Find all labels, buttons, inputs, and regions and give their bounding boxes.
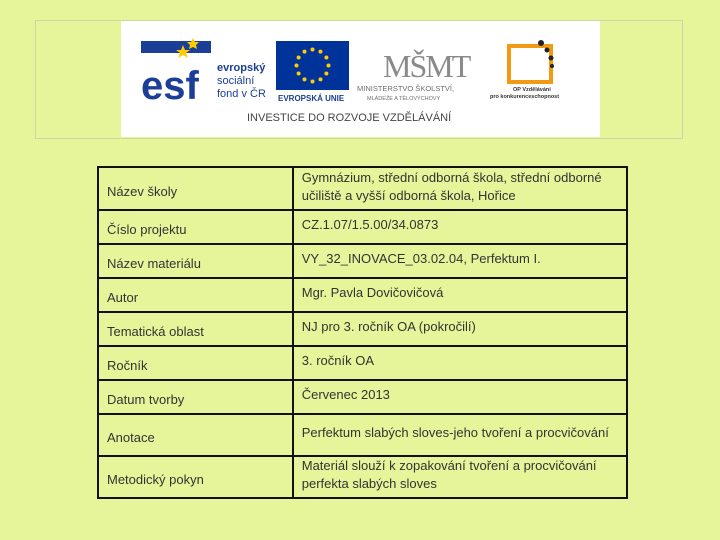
row-label: Metodický pokyn [107,472,204,487]
eu-star-icon [324,56,328,60]
row-label: Anotace [107,430,155,445]
row-label-cell [98,380,293,414]
row-value-cell [293,278,627,312]
eu-star-icon [303,50,307,54]
row-label: Ročník [107,358,148,373]
logo-graphics [121,21,600,137]
row-value: Perfektum slabých sloves-jeho tvoření a procvičování [301,425,609,440]
eu-star-icon [311,48,315,52]
table-row [98,210,627,244]
row-value: NJ pro 3. ročník OA (pokročilí) [301,319,476,334]
esf-mark: esf [141,64,199,108]
table-row [98,380,627,414]
row-label-cell [98,210,293,244]
row-value-cell [293,380,627,414]
row-value: Gymnázium, střední odborná škola, střední odborné učiliště a vyšší odborná škola, Hořice [301,169,602,203]
eu-star-icon [319,77,323,81]
eu-logo [276,41,349,103]
msmt-logo [357,48,472,102]
info-table [97,166,628,499]
esf-logo [141,38,266,108]
table-row [98,278,627,312]
esf-line-1: evropský [217,62,266,74]
table-row [98,414,627,456]
eu-star-icon [297,56,301,60]
row-label: Číslo projektu [107,222,187,237]
table-row [98,244,627,278]
row-value: 3. ročník OA [301,353,374,368]
eu-star-icon [297,72,301,76]
op-dot-icon [545,48,550,53]
esf-line-3: fond v ČR [217,88,266,100]
table-row [98,346,627,380]
row-value: Materiál slouží k zopakování tvoření a procvičování perfekta slabých sloves [301,458,597,491]
eu-caption: EVROPSKÁ UNIE [278,94,345,103]
row-label: Název materiálu [107,256,201,271]
row-label: Autor [107,290,139,305]
row-label-cell [98,312,293,346]
row-label-cell [98,414,293,456]
row-label: Tematická oblast [107,324,204,339]
slogan: INVESTICE DO ROZVOJE VZDĚLÁVÁNÍ [247,112,452,124]
op-frame-icon [509,46,551,82]
esf-top-bar [141,41,211,53]
row-label-cell [98,346,293,380]
row-value-cell [293,456,627,498]
row-value-cell [293,414,627,456]
row-value-cell [293,312,627,346]
op-dot-icon [549,56,554,61]
eu-star-icon [295,64,299,68]
row-value: CZ.1.07/1.5.00/34.0873 [301,217,439,232]
op-logo [490,40,559,100]
table-row [98,456,627,498]
eu-star-icon [311,80,315,84]
eu-star-icon [319,50,323,54]
row-value: Mgr. Pavla Dovičovičová [301,285,444,300]
table-row [98,312,627,346]
row-label-cell [98,244,293,278]
row-value-cell [293,167,627,210]
row-value-cell [293,244,627,278]
table-row [98,167,627,210]
row-value: Červenec 2013 [301,387,390,402]
eu-star-icon [327,64,331,68]
msmt-line-1: MINISTERSTVO ŠKOLSTVÍ, [357,84,455,93]
msmt-mark: MŠMT [383,48,470,84]
row-label-cell [98,456,293,498]
op-line-2: pro konkurenceschopnost [490,94,560,100]
op-dot-icon [538,40,544,46]
row-label-cell [98,278,293,312]
row-label: Název školy [107,183,178,199]
eu-star-icon [324,72,328,76]
row-value-cell [293,210,627,244]
logo-strip [121,21,600,137]
esf-line-2: sociální [217,75,255,87]
table-body [98,167,627,498]
eu-star-icon [303,77,307,81]
row-label-cell [98,167,293,210]
op-line-1: OP Vzdělávání [513,87,551,93]
msmt-line-2: MLÁDEŽE A TĚLOVÝCHOVY [367,96,441,102]
op-dot-icon [550,64,554,68]
row-value: VY_32_INOVACE_03.02.04, Perfektum I. [301,251,541,266]
row-label: Datum tvorby [107,392,185,407]
row-value-cell [293,346,627,380]
